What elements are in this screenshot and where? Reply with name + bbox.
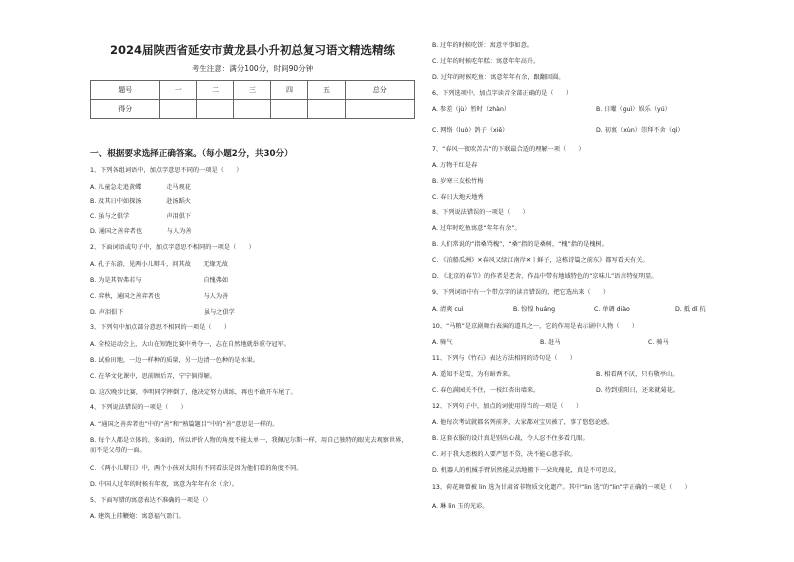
option-line: B. 岁寒三友松竹梅 <box>432 178 484 185</box>
score-cell <box>308 100 345 119</box>
question-line: 8、下列说法错误的一项是（ ） <box>432 209 529 216</box>
option-line: C. 网络（luò）鸽子（xiē） <box>432 127 509 134</box>
option-line: B. 每个人都是立体的、多面的，所以评价人物的角度不能太单一，我佩尼尔斯一样，用自己独特的眼光去观察世界， <box>90 437 408 444</box>
option-line: A. 琳 lin 玉的光彩。 <box>432 503 489 510</box>
question-line: 11、下列与《竹石》表达方法相同的诗句是（ ） <box>432 355 576 362</box>
option-line: D. 《北京的春节》的作者是老舍，作品中带有地域特色的“京味儿”语言特征明显。 <box>432 273 658 280</box>
score-cell <box>197 100 234 119</box>
question-line: 1、下列各组词语中，加点字意思不同的一项是（ ） <box>90 167 243 174</box>
option-line: D. 待到重阳日，还来就菊花。 <box>596 387 679 394</box>
question-line: 4、下列说法错误的一项是（ ） <box>90 404 187 411</box>
section-heading: 一、根据要求选择正确答案。（每小题2分，共30分） <box>90 149 293 159</box>
option-line: C. 春日大地天地秀 <box>432 194 484 201</box>
option-line: C. 《两小儿辩日》中，两个小孩对太阳有不同看法是因为他们看的角度不同。 <box>90 465 303 472</box>
score-cell <box>160 100 197 119</box>
question-line: 13、荷花舞曾被 lin 选为甘肃省非物质文化遗产。其中“lin 选”的“lin”字正确的一项是（ ） <box>432 484 691 491</box>
score-cell <box>234 100 271 119</box>
question-line: 12、下列句子中，加点的词使用得当的一项是（ ） <box>432 403 583 410</box>
score-header-cell: 一 <box>160 81 197 100</box>
option-line: A. 骑气 <box>432 339 453 346</box>
option-line: C. 春色满园关不住，一枝红杏出墙来。 <box>432 387 540 394</box>
question-line: 2、下面词语或句子中，加点字意思不相同的一项是（ ） <box>90 244 255 251</box>
option-line: A. 参差（jù）暂时（zhàn） <box>432 106 511 113</box>
option-line: D. 声泪俱下 虽与之俱学 <box>90 309 235 316</box>
option-line: A. 全校运动会上，大山在短跑比赛中勇夺一，志在自然地就举重夺冠军。 <box>90 341 290 348</box>
option-line: A. 过年时吃鱼寓意“年年有余”。 <box>432 225 521 232</box>
option-line: C. 过年的时候吃年糕：寓意年年高升。 <box>432 58 540 65</box>
option-line: B. 赶马 <box>540 339 561 346</box>
document-title: 2024届陕西省延安市黄龙县小升初总复习语文精选精练 <box>109 43 395 57</box>
question-line: 3、下列句中加点部分意思不相同的一项是（ ） <box>90 324 231 331</box>
option-line: B. 惊惶 huáng <box>513 306 556 313</box>
option-line: B. 日曜（guì）娱乐（yú） <box>596 106 671 113</box>
option-line: B. 为是其智弗若与 自愧弗如 <box>90 277 229 284</box>
score-header-cell: 五 <box>308 81 345 100</box>
score-table-header-row <box>91 81 415 100</box>
option-line: D. 抵 dǐ 抗 <box>675 306 706 313</box>
option-line: D. 机器人的机械手臂居然能灵活地搬下一朵玫瑰花，真是不可思议。 <box>432 467 621 474</box>
score-header-cell: 二 <box>197 81 234 100</box>
question-line: 9、下列词语中有一个带点字的读音错误的，把它选出来（ ） <box>432 289 610 296</box>
option-line: D. 通国之善弈者也 与人为善 <box>90 228 192 235</box>
exam-notice: 考生注意：满分100分，时间90分钟 <box>191 64 314 73</box>
option-line: A. 儿童急走追黄蝶 走马观花 <box>90 184 191 191</box>
option-line: A. “通国之善弈者也”中的“善”和“熟篇题目”中的“善”意思是一样的。 <box>90 421 279 428</box>
option-line: D. 过年的时候吃鱼：寓意年年有余，跟翻回圆。 <box>432 74 565 81</box>
option-line: B. 试验田地，一边一样种的质量，另一边清一色种的是水果。 <box>90 357 260 364</box>
option-line: C. 《泊船瓜洲》✕春风又绿江南岸✕丨鲜子，这栋诗篇之前东》都写看天有关。 <box>432 257 649 264</box>
option-line: D. 初衷（xùn）崇拜不舍（qì） <box>596 127 684 134</box>
score-header-cell: 总分 <box>345 81 415 100</box>
question-line: 5、下面写错的寓意表达不准确的一项是（） <box>90 497 212 504</box>
option-line: D. 这次晚步比赛，李明同学摔倒了，他决定努力训练，再也不敢开车尾了。 <box>90 389 297 396</box>
score-row-label: 得分 <box>91 100 160 119</box>
question-line: 7、“春风一夜吹苦吉”的下联最合适的理解一项（ ） <box>432 146 585 153</box>
score-table-score-row <box>91 100 415 119</box>
option-line: B. 及其日中如探汤 赴汤蹈火 <box>90 198 191 205</box>
option-line: B. 这套衣服的设计真是别出心裁，令人忍不住多看几眼。 <box>432 435 589 442</box>
option-line: A. 孔子东游，见两小儿辩斗，问其故 无缘无故 <box>90 261 228 268</box>
option-line: A. 建筑上挂鞭炮：寓意福气盈门。 <box>90 513 185 520</box>
option-line: B. 过年的时候吃饼：寓意平事如意。 <box>432 42 533 49</box>
score-header-cell: 题号 <box>91 81 160 100</box>
score-cell <box>345 100 415 119</box>
option-line: C. 弈秋，通国之善弈者也 与人为善 <box>90 293 229 300</box>
option-line: A. 遥知不是雪，为有暗香来。 <box>432 371 515 378</box>
score-table <box>90 80 415 119</box>
option-line: C. 对于我大恶极的人要严惩不贷，决不能心慈手软。 <box>432 451 577 458</box>
option-line: B. 相看两不厌，只有敬亭山。 <box>596 371 679 378</box>
score-header-cell: 三 <box>234 81 271 100</box>
option-line: C. 虽与之俱学 声泪俱下 <box>90 213 192 220</box>
question-line: 6、下列选项中，加点字读音全部正确的是（ ） <box>432 90 573 97</box>
option-line: C. 单调 diào <box>594 306 630 313</box>
score-cell <box>271 100 308 119</box>
option-line: A. 他每次考试就都名列前茅，大家都对宝贝被了，事了悠悠论感。 <box>432 419 614 426</box>
option-line: D. 中国人过年的时候有年夜，寓意为年年有余（余）。 <box>90 481 238 488</box>
score-header-cell: 四 <box>271 81 308 100</box>
option-line: B. 人们常说的“指桑骂槐”，“桑”指的是桑树，“槐”指的是槐树。 <box>432 241 608 248</box>
question-line: 10、“马粮”是京剧舞台表演的道具之一，它的作用是表示剧中人物（ ） <box>432 323 639 330</box>
option-line: A. 清爽 cuì <box>432 306 464 313</box>
option-line: A. 万物千红是春 <box>432 162 478 169</box>
option-line: C. 骑马 <box>648 339 669 346</box>
option-line: 而不是父母的一面。 <box>90 447 146 454</box>
option-line: C. 在华文化课中，思前顾后弄，宁宁倘得解。 <box>90 373 216 380</box>
